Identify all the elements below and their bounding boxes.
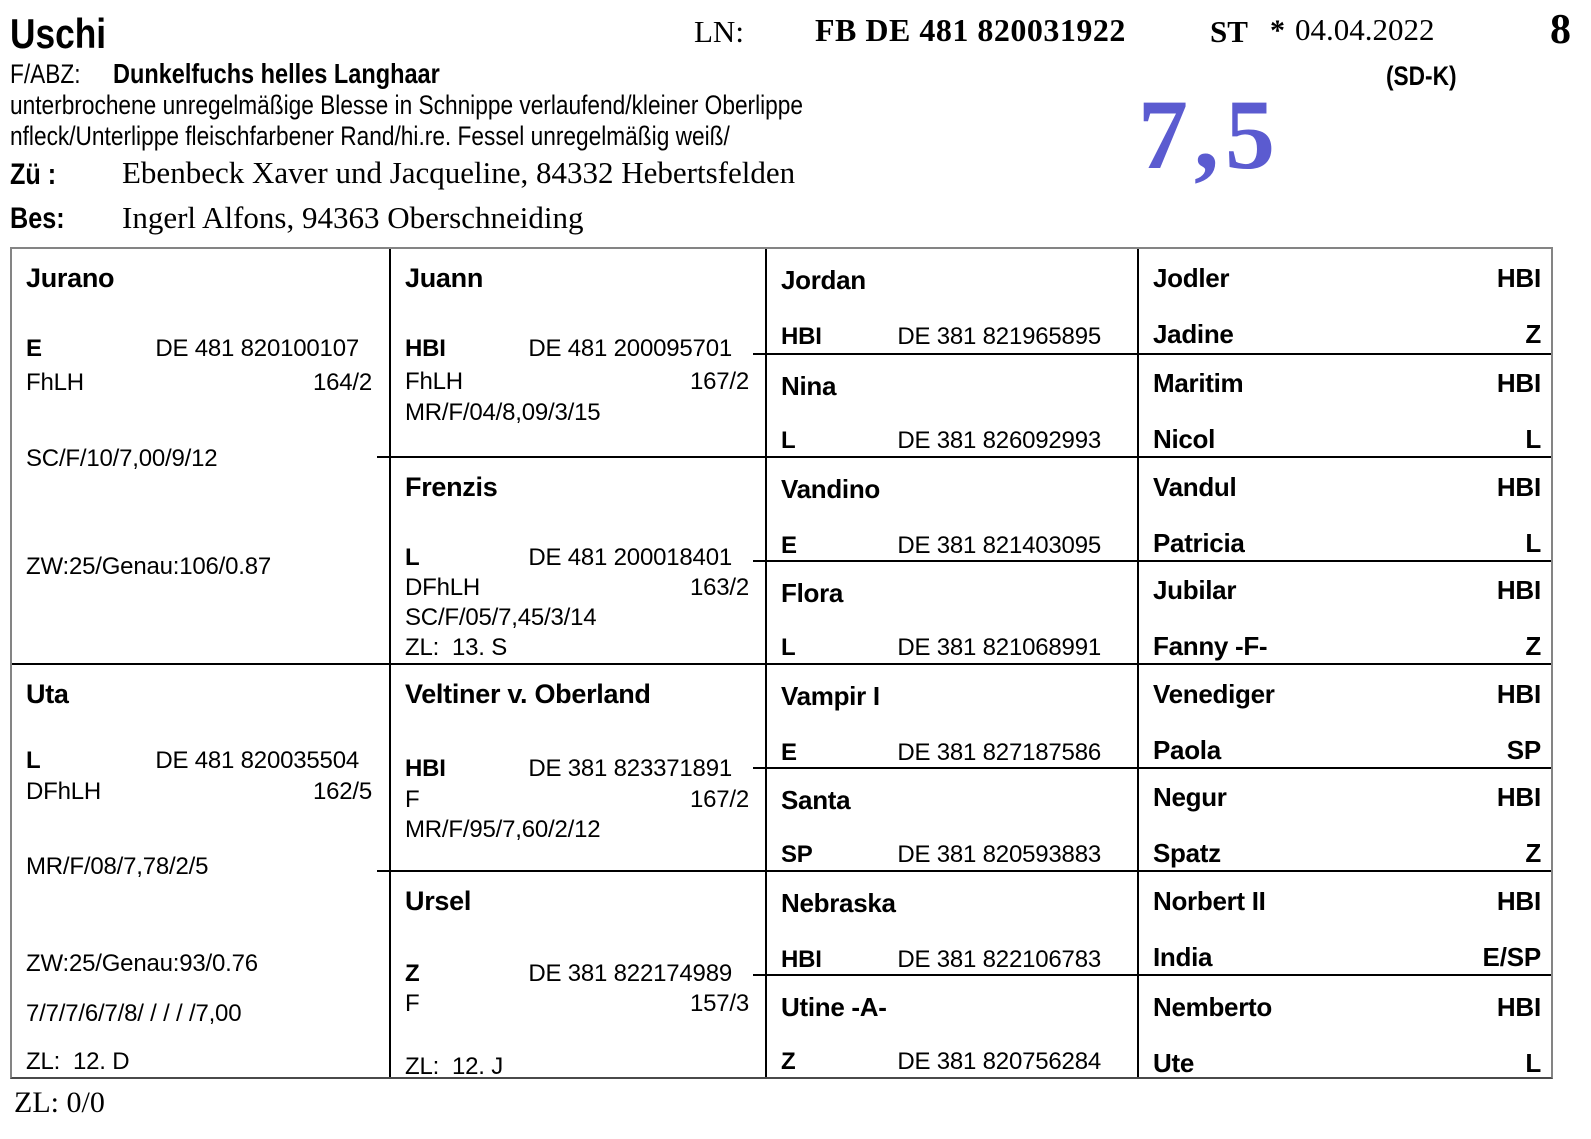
fabz-label: F/ABZ: — [10, 59, 81, 89]
ancestor-name: Maritim — [1153, 368, 1244, 398]
breed-code: FhLH — [405, 368, 463, 395]
pedigree-cell — [765, 663, 1137, 767]
ancestor-name: Jurano — [26, 263, 115, 293]
st-label: ST — [1210, 14, 1248, 49]
registration-number: DE 381 820593883 — [897, 841, 1101, 868]
owner-label: Bes: — [10, 202, 65, 235]
ln-label: LN: — [694, 14, 744, 49]
ancestor-name: Jodler — [1153, 263, 1230, 293]
registration-number: DE 381 823371891 — [528, 755, 732, 782]
studbook-label: E/SP — [1482, 942, 1541, 972]
connector-tick — [377, 870, 389, 872]
birth-star: * — [1270, 14, 1285, 47]
registration-number: DE 381 822174989 — [528, 960, 732, 987]
performance-record: SC/F/10/7,00/9/12 — [26, 445, 218, 472]
studbook-label: L — [1525, 528, 1541, 558]
ancestor-name: Nicol — [1153, 424, 1216, 454]
connector-tick — [753, 974, 765, 976]
pedigree-cell — [1137, 767, 1551, 870]
studbook-label: Z — [405, 960, 420, 987]
pedigree-cell — [765, 249, 1137, 353]
studbook-label: E — [781, 739, 797, 766]
ancestor-name: Vandino — [781, 474, 881, 504]
lifenumber-value: FB DE 481 820031922 — [815, 12, 1126, 48]
breeding-value: ZW:25/Genau:106/0.87 — [26, 553, 272, 580]
performance-record: MR/F/95/7,60/2/12 — [405, 816, 601, 843]
studbook-label: Z — [781, 1048, 796, 1075]
ancestor-name: Santa — [781, 785, 851, 815]
studbook-label: HBI — [781, 946, 822, 973]
ancestor-name: Patricia — [1153, 528, 1245, 558]
ancestor-name: Nemberto — [1153, 992, 1272, 1022]
breed-code: FhLH — [26, 369, 84, 396]
studbook-label: HBI — [1496, 886, 1541, 916]
pedigree-cell — [1137, 560, 1551, 663]
pedigree-table — [10, 247, 1553, 1079]
studbook-label: HBI — [1496, 992, 1541, 1022]
height-measure: 162/5 — [312, 778, 372, 805]
zl-line: ZL: 12. D — [26, 1048, 130, 1075]
pedigree-cell — [765, 870, 1137, 974]
registration-number: DE 481 820035504 — [155, 747, 359, 774]
studbook-label: SP — [781, 841, 813, 868]
height-measure: 167/2 — [689, 368, 749, 395]
studbook-label: HBI — [1496, 263, 1541, 293]
ancestor-name: Veltiner v. Oberland — [405, 679, 651, 709]
height-measure: 164/2 — [312, 369, 372, 396]
pedigree-cell-dam — [12, 663, 389, 1077]
pedigree-cell — [765, 767, 1137, 870]
score-row: 7/7/7/6/7/8/ / / / /7,00 — [26, 1000, 242, 1027]
color-coat-value: Dunkelfuchs helles Langhaar — [113, 58, 440, 89]
registration-number: DE 381 820756284 — [897, 1048, 1101, 1075]
studbook-label: HBI — [781, 323, 822, 350]
studbook-label: Z — [1525, 631, 1541, 661]
ancestor-name: Jubilar — [1153, 575, 1237, 605]
registration-number: DE 481 200018401 — [528, 544, 732, 571]
breed-code: F — [405, 786, 420, 813]
ancestor-name: Paola — [1153, 735, 1221, 765]
ancestor-name: Vampir I — [781, 681, 880, 711]
performance-record: SC/F/05/7,45/3/14 — [405, 604, 597, 631]
markings-line2: nfleck/Unterlippe fleischfarbener Rand/hi.re. Fessel unregelmäßig weiß/ — [10, 121, 730, 151]
connector-tick — [377, 456, 389, 458]
pedigree-cell — [389, 870, 765, 1080]
breeding-value: ZW:25/Genau:93/0.76 — [26, 950, 258, 977]
registration-number: DE 381 821965895 — [897, 323, 1101, 350]
studbook-label: E — [26, 335, 42, 362]
studbook-label: L — [26, 747, 41, 774]
connector-tick — [753, 560, 765, 562]
pedigree-cell — [389, 663, 765, 870]
pedigree-cell — [389, 456, 765, 663]
pedigree-cell — [1137, 663, 1551, 767]
studbook-label: HBI — [1496, 782, 1541, 812]
studbook-label: L — [781, 634, 796, 661]
registration-number: DE 381 826092993 — [897, 427, 1101, 454]
studbook-label: HBI — [1496, 575, 1541, 605]
registration-number: DE 481 820100107 — [155, 335, 359, 362]
connector-tick — [753, 353, 765, 355]
owner-value: Ingerl Alfons, 94363 Oberschneiding — [122, 200, 584, 235]
ancestor-name: Uta — [26, 679, 69, 709]
ancestor-name: Venediger — [1153, 679, 1275, 709]
breed-code: DFhLH — [405, 574, 481, 601]
pedigree-cell — [1137, 353, 1551, 456]
ancestor-name: Jordan — [781, 265, 866, 295]
ancestor-name: Negur — [1153, 782, 1227, 812]
zl-footer: ZL: 0/0 — [14, 1086, 105, 1119]
breed-code: F — [405, 990, 420, 1017]
ancestor-name: Vandul — [1153, 472, 1237, 502]
breeder-value: Ebenbeck Xaver und Jacqueline, 84332 Hebertsfelden — [122, 155, 796, 190]
studbook-label: Z — [1525, 838, 1541, 868]
studbook-label: SP — [1506, 735, 1541, 765]
registration-number: DE 481 200095701 — [528, 335, 732, 362]
pedigree-cell — [1137, 870, 1551, 974]
page-number: 8 — [1550, 7, 1571, 53]
ancestor-name: Frenzis — [405, 472, 498, 502]
ancestor-name: Ursel — [405, 886, 472, 916]
registration-number: DE 381 822106783 — [897, 946, 1101, 973]
evaluation-score: 7,5 — [1138, 79, 1281, 190]
sdk-code: (SD-K) — [1386, 61, 1457, 91]
studbook-label: Z — [1525, 319, 1541, 349]
pedigree-cell — [1137, 974, 1551, 1077]
breed-code: DFhLH — [26, 778, 102, 805]
studbook-label: HBI — [1496, 679, 1541, 709]
ancestor-name: India — [1153, 942, 1213, 972]
ancestor-name: Utine -A- — [781, 992, 887, 1022]
performance-record: MR/F/04/8,09/3/15 — [405, 399, 601, 426]
pedigree-cell — [1137, 456, 1551, 560]
registration-number: DE 381 827187586 — [897, 739, 1101, 766]
ancestor-name: Fanny -F- — [1153, 631, 1268, 661]
height-measure: 163/2 — [689, 574, 749, 601]
ancestor-name: Norbert II — [1153, 886, 1266, 916]
pedigree-cell — [389, 249, 765, 456]
connector-tick — [753, 767, 765, 769]
studbook-label: L — [1525, 424, 1541, 454]
pedigree-cell-sire — [12, 249, 389, 663]
studbook-label: HBI — [405, 335, 446, 362]
ancestor-name: Flora — [781, 578, 844, 608]
ancestor-name: Jadine — [1153, 319, 1234, 349]
breeder-label: Zü : — [10, 158, 57, 191]
pedigree-cell — [765, 456, 1137, 560]
ancestor-name: Nebraska — [781, 888, 896, 918]
studbook-label: L — [405, 544, 420, 571]
zl-line: ZL: 13. S — [405, 634, 508, 661]
birth-date: 04.04.2022 — [1295, 12, 1435, 47]
studbook-label: HBI — [1496, 368, 1541, 398]
studbook-label: HBI — [1496, 472, 1541, 502]
studbook-label: L — [1525, 1048, 1541, 1078]
studbook-label: E — [781, 532, 797, 559]
ancestor-name: Juann — [405, 263, 484, 293]
performance-record: MR/F/08/7,78/2/5 — [26, 853, 209, 880]
height-measure: 167/2 — [689, 786, 749, 813]
studbook-label: L — [781, 427, 796, 454]
height-measure: 157/3 — [689, 990, 749, 1017]
studbook-label: HBI — [405, 755, 446, 782]
pedigree-cell — [765, 974, 1137, 1077]
pedigree-cell — [1137, 249, 1551, 353]
ancestor-name: Nina — [781, 371, 837, 401]
registration-number: DE 381 821403095 — [897, 532, 1101, 559]
horse-name: Uschi — [10, 10, 107, 57]
registration-number: DE 381 821068991 — [897, 634, 1101, 661]
ancestor-name: Spatz — [1153, 838, 1221, 868]
ancestor-name: Ute — [1153, 1048, 1194, 1078]
markings-line1: unterbrochene unregelmäßige Blesse in Schnippe verlaufend/kleiner Oberlippe — [10, 90, 804, 120]
zl-line: ZL: 12. J — [405, 1053, 504, 1080]
pedigree-cell — [765, 353, 1137, 456]
pedigree-cell — [765, 560, 1137, 663]
